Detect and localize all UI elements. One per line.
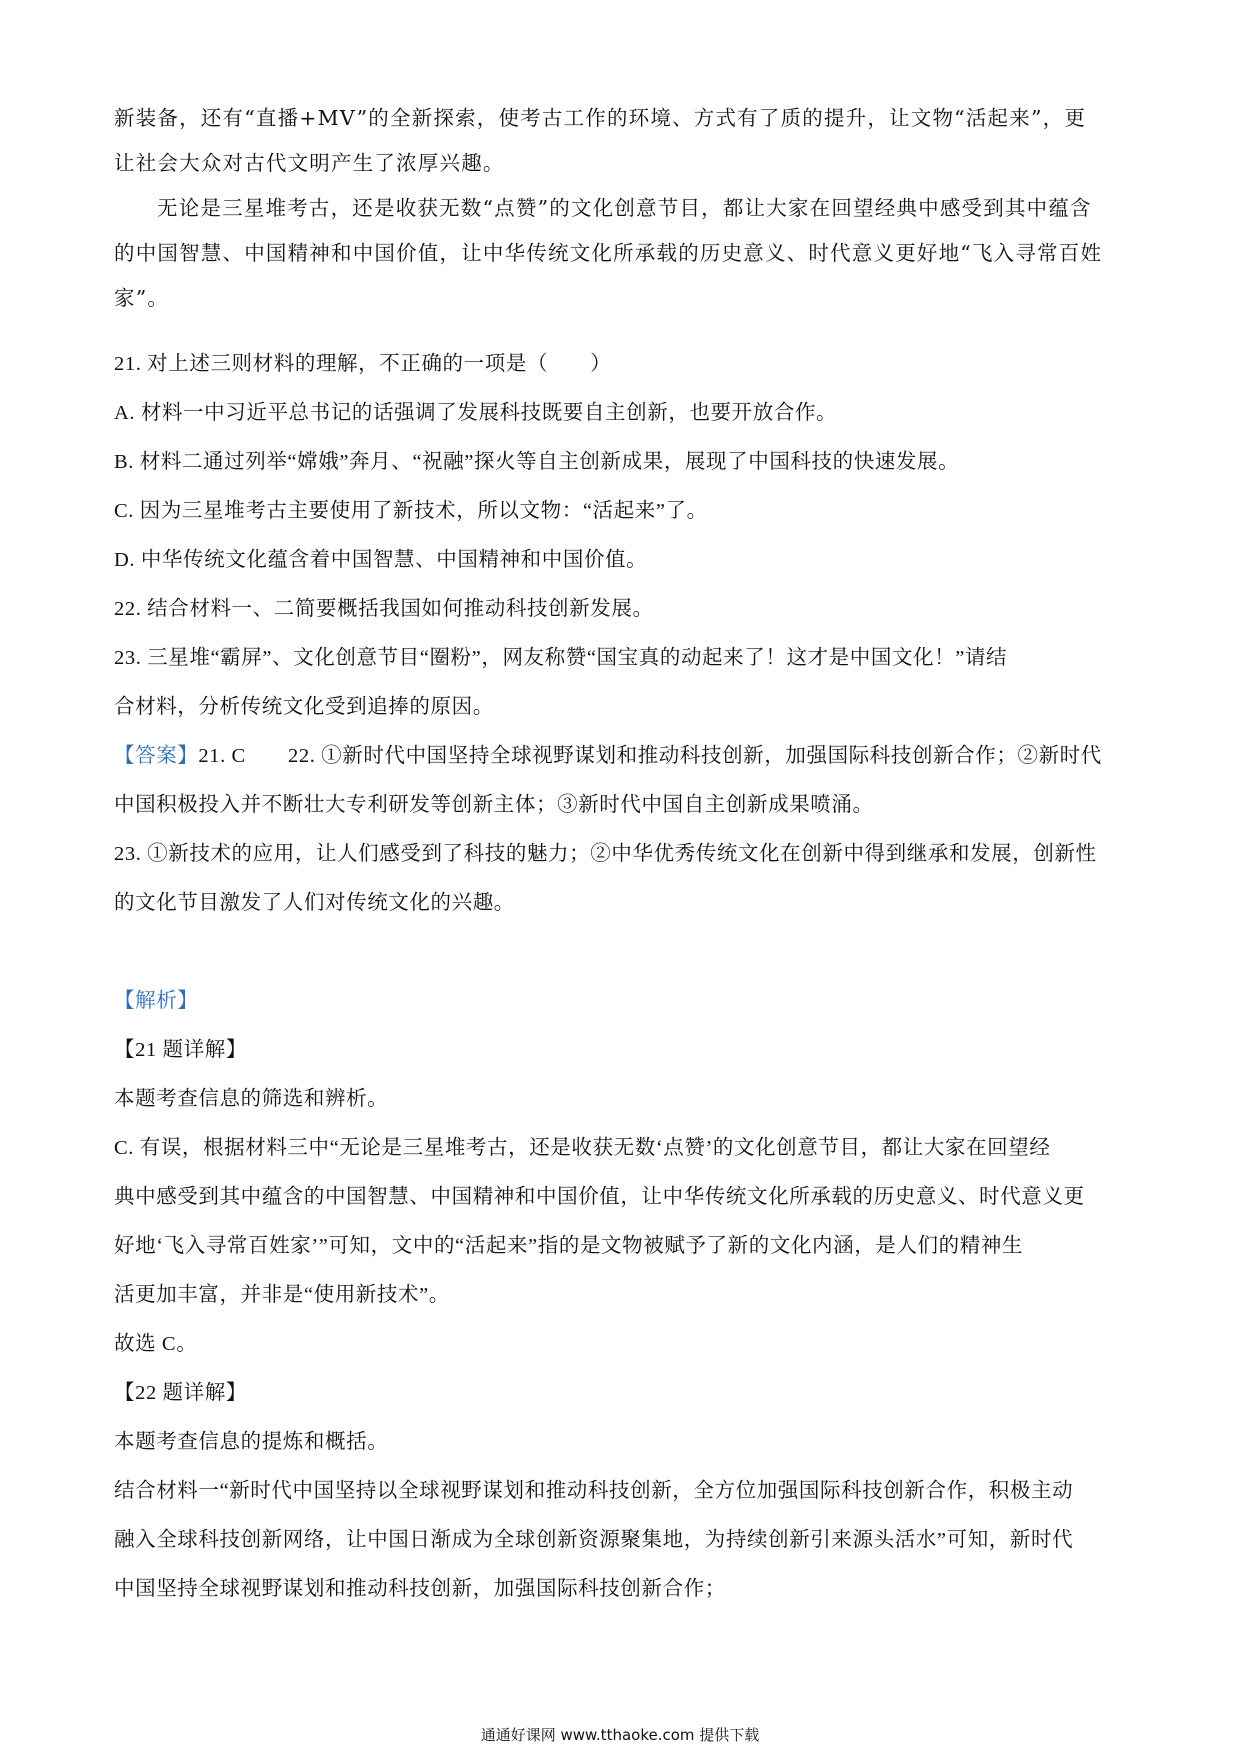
q22-detail-line-1: 结合材料一“新时代中国坚持以全球视野谋划和推动科技创新，全方位加强国际科技创新合作，积极主动	[114, 1480, 1074, 1502]
q21-detail-heading: 【21 题详解】	[114, 1039, 247, 1061]
answer-label: 【答案】	[114, 745, 199, 767]
answer-line-3: 23. ①新技术的应用，让人们感受到了科技的魅力；②中华优秀传统文化在创新中得到继承和发展，创新性	[114, 843, 1097, 865]
q22-detail-line-3: 中国坚持全球视野谋划和推动科技创新，加强国际科技创新合作；	[114, 1578, 726, 1600]
question-21-option-b: B. 材料二通过列举“嫦娥”奔月、“祝融”探火等自主创新成果，展现了中国科技的快速发展。	[114, 451, 960, 473]
material3-line-3: 无论是三星堆考古，还是收获无数“点赞”的文化创意节目，都让大家在回望经典中感受到其中蕴含	[157, 196, 1092, 220]
q21-detail-line-2: 典中感受到其中蕴含的中国智慧、中国精神和中国价值，让中华传统文化所承载的历史意义、时代意义更	[114, 1186, 1085, 1208]
q21-detail-line-3: 好地‘飞入寻常百姓家’”可知，文中的“活起来”指的是文物被赋予了新的文化内涵，是人们的精神生	[114, 1235, 1024, 1257]
page-footer: 通通好课网 www.tthaoke.com 提供下载	[480, 1726, 760, 1744]
question-22-stem: 22. 结合材料一、二简要概括我国如何推动科技创新发展。	[114, 598, 654, 620]
question-23-stem-line-1: 23. 三星堆“霸屏”、文化创意节目“圈粉”，网友称赞“国宝真的动起来了！这才是中国文化！”请结	[114, 647, 1008, 669]
question-23-stem-line-2: 合材料，分析传统文化受到追捧的原因。	[114, 696, 494, 718]
q21-detail-line-4: 活更加丰富，并非是“使用新技术”。	[114, 1284, 450, 1306]
q22-detail-heading: 【22 题详解】	[114, 1382, 247, 1404]
answer-line-2: 中国积极投入并不断壮大专利研发等创新主体；③新时代中国自主创新成果喷涌。	[114, 794, 874, 816]
material3-line-1: 新装备，还有“直播+MV”的全新探索，使考古工作的环境、方式有了质的提升，让文物“活起来”，更	[114, 106, 1087, 130]
material3-line-5: 家”。	[114, 286, 170, 310]
question-21-option-d: D. 中华传统文化蕴含着中国智慧、中国精神和中国价值。	[114, 549, 648, 571]
answer-line-4: 的文化节目激发了人们对传统文化的兴趣。	[114, 892, 515, 914]
answer-text-1: 21. C 22. ①新时代中国坚持全球视野谋划和推动科技创新，加强国际科技创新合作；②新时代	[198, 745, 1102, 767]
question-21-stem: 21. 对上述三则材料的理解，不正确的一项是（ ）	[114, 353, 612, 375]
question-21-option-c: C. 因为三星堆考古主要使用了新技术，所以文物：“活起来”了。	[114, 500, 708, 522]
material3-line-2: 让社会大众对古代文明产生了浓厚兴趣。	[114, 151, 505, 175]
analysis-label: 【解析】	[114, 990, 199, 1012]
material3-line-4: 的中国智慧、中国精神和中国价值，让中华传统文化所承载的历史意义、时代意义更好地“飞入寻常百姓	[114, 241, 1103, 265]
q21-conclusion: 故选 C。	[114, 1333, 198, 1355]
question-21-option-a: A. 材料一中习近平总书记的话强调了发展科技既要自主创新，也要开放合作。	[114, 402, 838, 424]
answer-line-1	[114, 741, 1102, 771]
q22-detail-line-2: 融入全球科技创新网络，让中国日渐成为全球创新资源聚集地，为持续创新引来源头活水”可知，新时代	[114, 1529, 1074, 1551]
q22-detail-intro: 本题考查信息的提炼和概括。	[114, 1431, 389, 1453]
q21-detail-intro: 本题考查信息的筛选和辨析。	[114, 1088, 389, 1110]
q21-detail-line-1: C. 有误，根据材料三中“无论是三星堆考古，还是收获无数‘点赞’的文化创意节目，都让大家在回望经	[114, 1137, 1051, 1159]
